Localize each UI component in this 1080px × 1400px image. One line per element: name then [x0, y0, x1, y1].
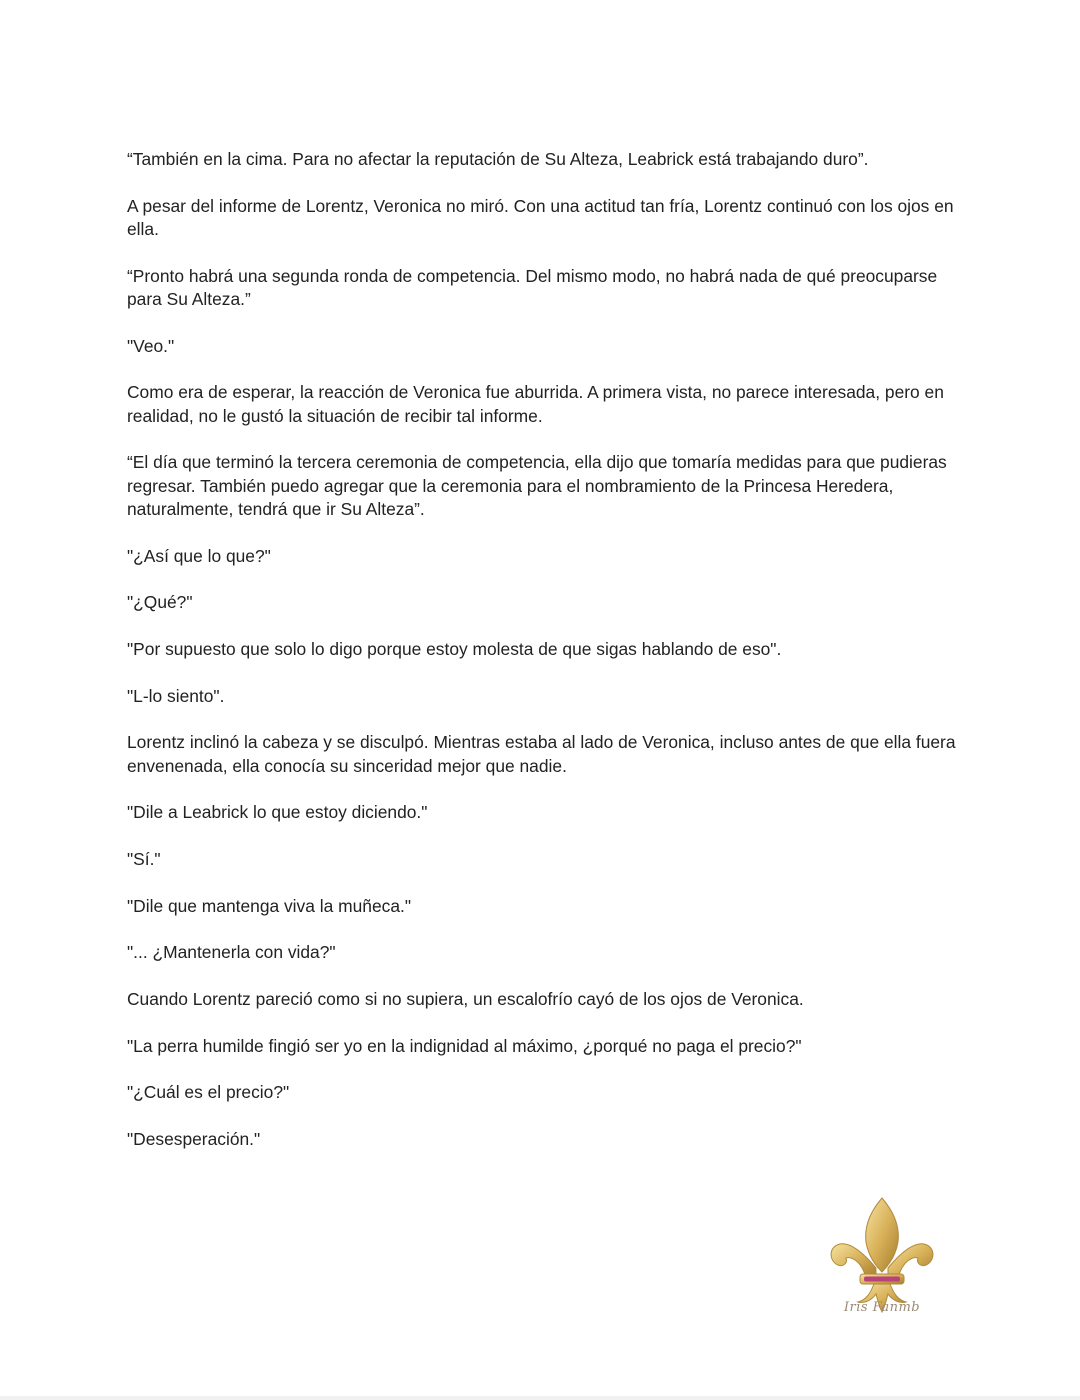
- paragraph: "¿Así que lo que?": [127, 545, 271, 566]
- paragraph: “También en la cima. Para no afectar la reputación de Su Alteza, Leabrick está trabajando duro”.: [127, 149, 869, 169]
- paragraph: "Sí.": [127, 849, 161, 870]
- paragraph: “Pronto habrá una segunda ronda de competencia. Del mismo modo, no habrá nada de qué preocuparse para Su Alteza.”: [127, 265, 938, 309]
- paragraph: Lorentz inclinó la cabeza y se disculpó. Mientras estaba al lado de Veronica, incluso antes de que ella fuera envenenada, ella conocía su sinceridad mejor que nadie.: [127, 732, 956, 776]
- paragraph: "L-lo siento".: [127, 685, 225, 706]
- document-body: [127, 148, 957, 1175]
- paragraph: "Desesperación.": [127, 1129, 261, 1150]
- page-bottom-edge: [0, 1396, 1080, 1400]
- paragraph: "¿Cuál es el precio?": [127, 1082, 290, 1103]
- paragraph: A pesar del informe de Lorentz, Veronica no miró. Con una actitud tan fría, Lorentz continuó con los ojos en ella.: [127, 195, 954, 239]
- paragraph: "Dile a Leabrick lo que estoy diciendo.": [127, 802, 428, 823]
- paragraph: "... ¿Mantenerla con vida?": [127, 942, 336, 963]
- paragraph: "¿Qué?": [127, 592, 193, 613]
- paragraph: "Por supuesto que solo lo digo porque estoy molesta de que sigas hablando de eso".: [127, 638, 782, 659]
- paragraph: "La perra humilde fingió ser yo en la indignidad al máximo, ¿porqué no paga el precio?": [127, 1035, 802, 1056]
- paragraph: “El día que terminó la tercera ceremonia de competencia, ella dijo que tomaría medidas para que pudieras regresar. También puedo agregar que la ceremonia para el nombramiento de la Princesa Heredera, naturalmente, tendrá que ir Su Alteza”.: [127, 452, 947, 519]
- paragraph: Como era de esperar, la reacción de Veronica fue aburrida. A primera vista, no parece interesada, pero en realidad, no le gustó la situación de recibir tal informe.: [127, 382, 944, 426]
- paragraph: Cuando Lorentz pareció como si no supiera, un escalofrío cayó de los ojos de Veronica.: [127, 989, 804, 1010]
- paragraph: "Veo.": [127, 335, 175, 356]
- paragraph: "Dile que mantenga viva la muñeca.": [127, 895, 411, 916]
- signature-watermark: Iris Fanmb: [843, 1300, 921, 1315]
